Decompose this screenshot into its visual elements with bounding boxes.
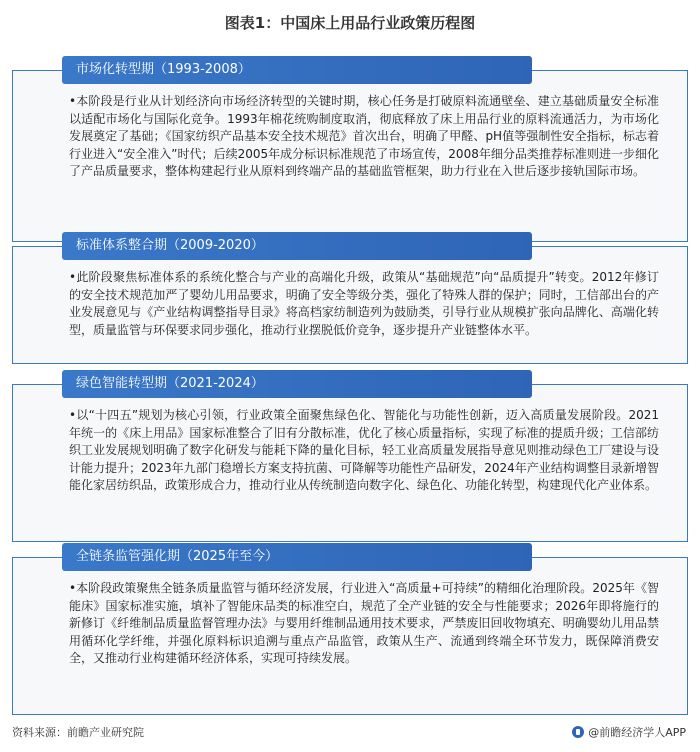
section-body: •本阶段政策聚焦全链条质量监管与循环经济发展，行业进入“高质量+可持续”的精细化治理阶段。2025年《智能床》国家标准实施，填补了智能床品类的标准空白，规范了全产业链的安全与性能要求；2026年即将施行的新修订《纤维制品质量监督管理办法》与婴用纤维制品通用技术要求，严禁废旧回收物填充、明确婴幼儿用品禁用循环化学纤维，并强化原料标识追溯与重点产品监管，政策从生产、流通到终端全环节发力，既保障消费安全，又推动行业构建循环经济体系，实现可持续发展。 xyxy=(69,581,659,665)
brand-mark xyxy=(572,724,686,740)
section-heading: 全链条监管强化期（2025年至今） xyxy=(62,543,532,571)
section-box xyxy=(12,384,688,542)
section-heading: 市场化转型期（1993-2008） xyxy=(62,56,532,84)
page-title: 图表1：中国床上用品行业政策历程图 xyxy=(224,14,476,32)
section-box xyxy=(12,246,688,364)
section-body: •以“十四五”规划为核心引领，行业政策全面聚焦绿色化、智能化与功能性创新，迈入高质量发展阶段。2021年统一的《床上用品》国家标准整合了旧有分散标准，优化了核心质量指标，实现了标准的提质升级；工信部纺织工业发展规划明确了数字化研发与能耗下降的量化目标，轻工业高质量发展指导意见则推动绿色工厂建设与设计能力提升；2023年九部门稳增长方案支持抗菌、可降解等功能性产品研发，2024年产业结构调整目录新增智能化家居纺织品，政策形成合力，推动行业从传统制造向数字化、绿色化、功能化转型，构建现代化产业体系。 xyxy=(69,408,659,492)
section-body: •本阶段是行业从计划经济向市场经济转型的关键时期，核心任务是打破原料流通壁垒、建立基础质量安全标准以适配市场化与国际化竞争。1993年棉花统购制度取消，彻底释放了床上用品行业的原料流通活力，为市场化发展奠定了基础；《国家纺织产品基本安全技术规范》首次出台，明确了甲醛、pH值等强制性安全指标，标志着行业进入“安全准入”时代；后续2005年成分标识标准规范了市场宣传，2008年细分品类推荐标准则进一步细化了产品质量要求，整体构建起行业从原料到终端产品的基础监管框架，助力行业在入世后逐步接轨国际市场。 xyxy=(69,94,659,178)
section-heading: 标准体系整合期（2009-2020） xyxy=(62,232,532,260)
section-box xyxy=(12,557,688,715)
section-body: •此阶段聚焦标准体系的系统化整合与产业的高端化升级，政策从“基础规范”向“品质提升”转变。2012年修订的安全技术规范加严了婴幼儿用品要求，明确了安全等级分类，强化了特殊人群的保护；同时，工信部出台的产业发展意见与《产业结构调整指导目录》将高档家纺制造列为鼓励类，引导行业从规模扩张向品牌化、高端化转型，质量监管与环保要求同步强化，推动行业摆脱低价竞争，逐步提升产业链整体水平。 xyxy=(69,270,659,337)
brand-logo-icon xyxy=(572,726,584,738)
section-box xyxy=(12,70,688,242)
source-note: 资料来源：前瞻产业研究院 xyxy=(12,726,144,739)
brand-label: @前瞻经济学人APP xyxy=(588,726,686,739)
section-heading: 绿色智能转型期（2021-2024） xyxy=(62,370,532,398)
